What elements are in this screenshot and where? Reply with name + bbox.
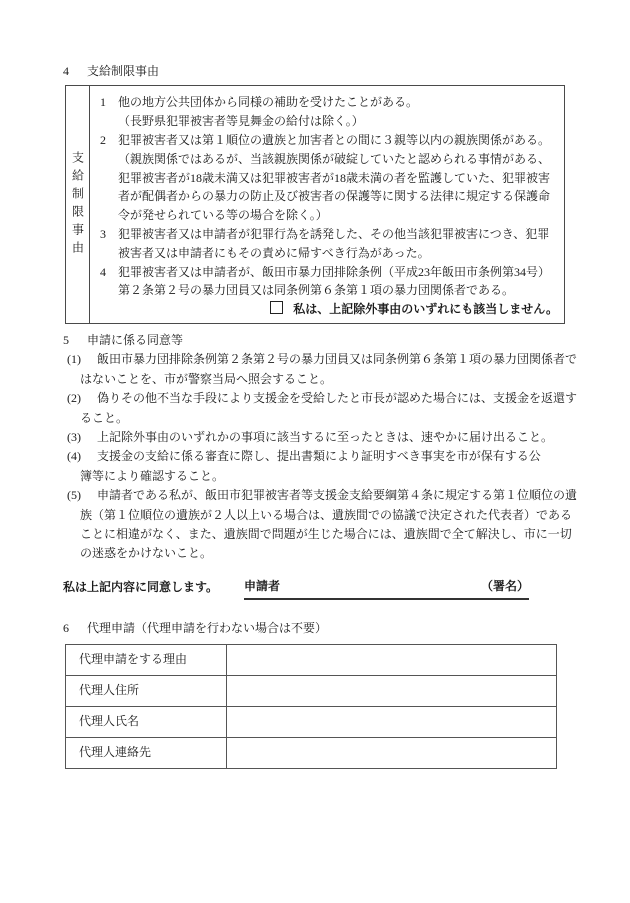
consent-item-5-line: 族（第１位順位の遺族が２人以上いる場合は、遺族間での協議で決定された代表者）である (80, 507, 573, 522)
restriction-item-2-number: 2 (100, 133, 106, 147)
consent-item-5-line: の迷惑をかけないこと。 (80, 546, 213, 561)
consent-item-4-line: 簿等により確認すること。 (80, 468, 225, 483)
restriction-item-3 (100, 225, 560, 263)
proxy-application-table (65, 644, 557, 769)
restriction-side-cell (66, 86, 90, 323)
proxy-reason-field[interactable] (227, 644, 557, 675)
consent-item-3 (67, 428, 568, 447)
table-row (66, 706, 557, 737)
section4-title: 支給制限事由 (87, 64, 160, 78)
section6-title: 代理申請（代理申請を行わない場合は不要） (87, 621, 328, 636)
proxy-address-label: 代理人住所 (66, 675, 227, 706)
consent-item-1-line: 飯田市暴力団排除条例第２条第２号の暴力団員又は同条例第６条第１項の暴力団関係者で (97, 352, 578, 367)
section4-number: 4 (63, 64, 69, 78)
consent-item-5-line: 申請者である私が、飯田市犯罪被害者等支援金支給要綱第４条に規定する第１位順位の遺 (97, 488, 578, 503)
exclusion-checkbox-label: 私は、上記除外事由のいずれにも該当しません。 (293, 302, 558, 317)
consent-item-2 (67, 389, 578, 428)
consent-item-1-number: (1) (67, 352, 81, 367)
proxy-contact-label: 代理人連絡先 (66, 737, 227, 768)
consent-signature-row (63, 577, 568, 600)
restriction-item-4-number: 4 (100, 264, 106, 279)
section4-heading (63, 62, 568, 81)
restriction-item-3-number: 3 (100, 226, 106, 241)
section6-heading (63, 619, 568, 638)
consent-item-5-line: ことに相違がなく、また、遺族間で問題が生じた場合には、遺族間で全て解決し、市に一切 (80, 527, 572, 542)
restriction-item-2-line: 令が発せられている等の場合を除く。） (118, 208, 328, 223)
consent-item-4-line: 支援金の支給に係る審査に際し、提出書類により証明すべき事実を市が保有する公 (97, 449, 541, 464)
restriction-item-4 (100, 263, 560, 301)
consent-item-4-number: (4) (67, 449, 81, 464)
restriction-item-4-line: 第２条第２号の暴力団員又は同条例第６条第１項の暴力団関係者である。 (118, 283, 515, 298)
proxy-reason-label: 代理申請をする理由 (66, 644, 227, 675)
proxy-address-field[interactable] (227, 675, 557, 706)
restriction-item-2-line: 者が配偶者からの暴力の防止及び被害者の保護等に関する法律に規定する保護命 (118, 189, 551, 204)
consent-item-1-line: はないことを、市が警察当局へ照会すること。 (80, 371, 333, 386)
restriction-item-2-line: 犯罪被害者が18歳未満又は犯罪被害者が18歳未満の者を監護していた、犯罪被害 (118, 170, 551, 185)
restriction-item-1-line: （長野県犯罪被害者等見舞金の給付は除く。） (118, 114, 364, 129)
table-row (66, 644, 557, 675)
consent-item-4 (67, 447, 568, 486)
section5-title: 申請に係る同意等 (87, 332, 184, 347)
consent-items-list (67, 350, 578, 563)
section5-number: 5 (63, 332, 69, 347)
consent-item-1 (67, 350, 578, 389)
restriction-item-2 (100, 131, 560, 225)
exclusion-checkbox[interactable] (270, 301, 283, 314)
section6-number: 6 (63, 621, 69, 636)
table-row (66, 675, 557, 706)
proxy-name-field[interactable] (227, 706, 557, 737)
exclusion-declaration-row (100, 300, 560, 319)
restriction-item-2-line: 犯罪被害者又は第１順位の遺族と加害者との間に３親等以内の親族関係がある。 (118, 133, 551, 147)
consent-item-2-line: 偽りその他不当な手段により支援金を受給したと市長が認めた場合には、支援金を返還す (97, 391, 578, 406)
consent-item-3-number: (3) (67, 430, 81, 444)
restriction-item-4-line: 犯罪被害者又は申請者が、飯田市暴力団排除条例（平成23年飯田市条例第34号） (118, 264, 551, 279)
payment-restriction-table (65, 85, 565, 324)
sign-label: （署名） (481, 578, 530, 593)
consent-item-3-line: 上記除外事由のいずれかの事項に該当するに至ったときは、速やかに届け出ること。 (97, 430, 554, 444)
restriction-item-2-line: （親族関係ではあるが、当該親族関係が破綻していたと認められる事情がある、 (118, 151, 551, 166)
restriction-item-1 (100, 93, 560, 131)
consent-item-2-number: (2) (67, 391, 81, 406)
proxy-name-label: 代理人氏名 (66, 706, 227, 737)
signature-value[interactable] (280, 577, 481, 596)
signature-line[interactable] (244, 577, 529, 600)
restriction-side-label: 支給制限事由 (70, 150, 85, 259)
consent-item-5-number: (5) (67, 488, 81, 503)
restriction-item-1-number: 1 (100, 95, 106, 110)
table-row (66, 737, 557, 768)
applicant-label: 申請者 (244, 578, 281, 593)
consent-item-2-line: ること。 (80, 410, 129, 425)
restriction-items-cell (90, 86, 564, 323)
consent-statement: 私は上記内容に同意します。 (63, 579, 219, 594)
consent-item-5 (67, 486, 578, 564)
restriction-item-1-line: 他の地方公共団体から同様の補助を受けたことがある。 (118, 95, 419, 110)
restriction-item-3-line: 被害者又は申請者にもその責めに帰すべき行為があった。 (118, 245, 430, 260)
restriction-item-3-line: 犯罪被害者又は申請者が犯罪行為を誘発した、その他当該犯罪被害につき、犯罪 (118, 226, 550, 241)
section5-heading (63, 331, 568, 350)
proxy-contact-field[interactable] (227, 737, 557, 768)
